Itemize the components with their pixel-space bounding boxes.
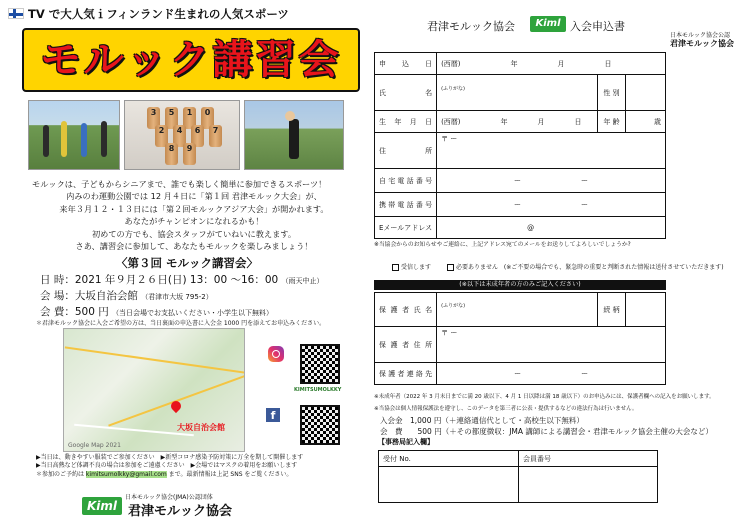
privacy-footnote: ※当協会は個人情報保護法を遵守し、このデータを第三者に公表・提供するなどの違法行為は行いません。 <box>374 406 638 412</box>
applicant-table <box>374 52 666 239</box>
label-home-phone: 自宅電話番号 <box>375 169 437 193</box>
intro-line: あなたがチャンピオンになれるかも！ <box>124 216 264 227</box>
relation-field[interactable] <box>626 293 666 327</box>
venue-map[interactable] <box>63 328 245 452</box>
home-phone-field[interactable]: ー ー <box>437 169 666 193</box>
office-receipt-no-label: 受付 No. <box>379 451 519 467</box>
label-address: 住 所 <box>375 133 437 169</box>
molkky-pin: 3 <box>147 107 160 129</box>
office-use-heading: 【事務局記入欄】 <box>378 438 434 446</box>
molkky-pin: 8 <box>165 143 178 165</box>
label-guardian-name: 保 護 者 氏 名 <box>375 293 437 327</box>
intro-line: 初めての方でも、協会スタッフがていねいに教えます。 <box>91 228 297 239</box>
form-title-suffix: 入会申込書 <box>570 20 625 33</box>
email-field[interactable]: @ <box>437 217 666 239</box>
event-fee: 会 費：500 円 （当日会場でお支払いください・小学生以下無料） <box>40 306 274 318</box>
guardian-table <box>374 292 666 385</box>
mobile-field[interactable]: ー ー <box>437 193 666 217</box>
molkky-pin: 5 <box>165 107 178 129</box>
guardian-contact-field[interactable]: ー ー <box>437 363 666 385</box>
office-member-no-label: 会員番号 <box>519 451 658 467</box>
email-consent-question: ※当協会からのお知らせやご連絡に、上記アドレス宛てのメールをお送りしてよろしいでしょうか? <box>374 242 631 248</box>
molkky-pin: 0 <box>201 107 214 129</box>
office-receipt-no-field[interactable] <box>379 467 519 503</box>
flyer-title: モルック講習会 <box>22 28 360 92</box>
molkky-pin: 9 <box>183 143 196 165</box>
entry-fee: 入会金 1,000 円（＋連絡通信代として・高校生以下無料） <box>380 416 584 425</box>
photo-molkky-pins <box>124 100 240 170</box>
guardian-address-field[interactable]: 〒 ー <box>437 327 666 363</box>
molkky-pin: 7 <box>209 125 222 147</box>
birth-field[interactable]: (西暦) 年 月 日 <box>437 111 598 133</box>
row-address <box>375 133 666 169</box>
row-guardian-name <box>375 293 666 327</box>
qr-label: KIMITSUMOLKKY <box>294 387 342 393</box>
intro-line: 来年３月１２・１３日には「第２回モルックアジア大会」が開かれます。 <box>59 203 329 214</box>
finland-flag-icon <box>8 8 24 19</box>
map-label: 大坂自治会館 <box>177 423 225 432</box>
label-gender: 性 別 <box>598 75 626 111</box>
label-name: 氏 名 <box>375 75 437 111</box>
form-org-affiliation: 日本モルック協会公認 <box>670 32 731 39</box>
label-birth: 生 年 月 日 <box>375 111 437 133</box>
membership-note: ＊君津モルック協会に入会ご希望の方は、当日裏面の申込書に入会金 1000 円を添えてお申込みください。 <box>36 320 326 327</box>
label-apply-date: 申 込 日 <box>375 53 437 75</box>
label-guardian-contact: 保 護 者 連 絡 先 <box>375 363 437 385</box>
event-date: 日 時：2021 年９月２６日(日) 13：00 ～16：00 （雨天中止） <box>40 274 324 286</box>
form-org-name: 君津モルック協会 <box>670 39 734 48</box>
age-field[interactable]: 歳 <box>626 111 666 133</box>
name-field[interactable]: (ふりがな) <box>437 75 598 111</box>
map-credit: Google Map 2021 <box>68 442 121 449</box>
facebook-qr-code <box>300 405 340 445</box>
row-guardian-address <box>375 327 666 363</box>
molkky-pin: 6 <box>191 125 204 147</box>
row-mobile <box>375 193 666 217</box>
row-apply-date <box>375 53 666 75</box>
membership-fee: 会 費 500 円（＋その都度徴収：JMA 講師による講習会・君津モルック協会主催の大会など） <box>380 427 713 436</box>
consent-no-checkbox[interactable] <box>447 264 454 271</box>
apply-date-field[interactable]: (西暦) 年 月 日 <box>437 53 666 75</box>
consent-yes-checkbox[interactable] <box>392 264 399 271</box>
label-mobile: 携帯電話番号 <box>375 193 437 217</box>
row-birth <box>375 111 666 133</box>
kiml-logo: Kiml <box>530 16 566 32</box>
instagram-qr-code <box>300 344 340 384</box>
minor-section-banner: (※以下は未成年者の方のみご記入ください) <box>374 280 666 290</box>
form-title: 君津モルック協会 <box>427 20 515 33</box>
minor-footnote: ※未成年者（2022 年 3 月末日までに満 20 歳以下、4 月 1 日以降は満 18 歳以下）のお申込みには、保護者欄への記入をお願いします。 <box>374 394 715 400</box>
label-age: 年 齢 <box>598 111 626 133</box>
molkky-pin: 4 <box>173 125 186 147</box>
photo-players <box>28 100 120 170</box>
intro-line: さあ、講習会に参加して、あなたもモルックを楽しみましょう！ <box>75 241 313 252</box>
label-email: Eメールアドレス <box>375 217 437 239</box>
molkky-pin: 1 <box>183 107 196 129</box>
instagram-icon[interactable] <box>268 346 284 362</box>
event-title: 〈第３回 モルック講習会〉 <box>115 256 258 270</box>
flyer-notices: ▶当日は、動きやすい服装でご参加ください ▶新型コロナ感染予防対策に万全を期して開催します ▶当日高熱など体調不良の場合は参加をご遠慮ください ▶会場ではマスクの着用をお願いします ＊参加のご予約は kimitsumolkky@gmail.com まで。最新情報は上記 SNS をご覧ください。 <box>36 454 304 478</box>
assoc-affiliation: 日本モルック協会(JMA)公認団体 <box>125 494 213 501</box>
event-venue: 会 場：大坂自治会館 （君津市大坂 795-2） <box>40 290 213 302</box>
row-email <box>375 217 666 239</box>
row-home-phone <box>375 169 666 193</box>
office-table <box>378 450 658 503</box>
label-relation: 続 柄 <box>598 293 626 327</box>
office-member-no-field[interactable] <box>519 467 658 503</box>
office-value-row <box>379 467 658 503</box>
molkky-pin: 2 <box>155 125 168 147</box>
gender-field[interactable] <box>626 75 666 111</box>
office-header-row <box>379 451 658 467</box>
facebook-icon[interactable]: f <box>266 408 280 422</box>
row-guardian-contact <box>375 363 666 385</box>
intro-line: モルックは、子どもからシニアまで、誰でも楽しく簡単に参加できるスポーツ！ <box>32 179 327 189</box>
flyer-tagline: TV で大人気ｉフィンランド生まれの人気スポーツ <box>28 7 289 21</box>
email-consent-options: 受信します 必要ありません (※ご不要の場合でも、緊急時の重要と判断された情報は送付させていただきます) <box>392 262 724 271</box>
kiml-logo: Kiml <box>82 497 122 515</box>
flyer-intro <box>34 178 354 252</box>
photo-thrower <box>244 100 344 170</box>
contact-email-link[interactable]: kimitsumolkky@gmail.com <box>85 470 167 478</box>
guardian-name-field[interactable]: (ふりがな) <box>437 293 598 327</box>
intro-line: 内みのわ運動公園では 12 月４日に「第１回 君津モルック大会」が、 <box>66 191 322 202</box>
row-name <box>375 75 666 111</box>
address-field[interactable]: 〒 ー <box>437 133 666 169</box>
label-guardian-address: 保 護 者 住 所 <box>375 327 437 363</box>
assoc-name: 君津モルック協会 <box>128 504 233 519</box>
